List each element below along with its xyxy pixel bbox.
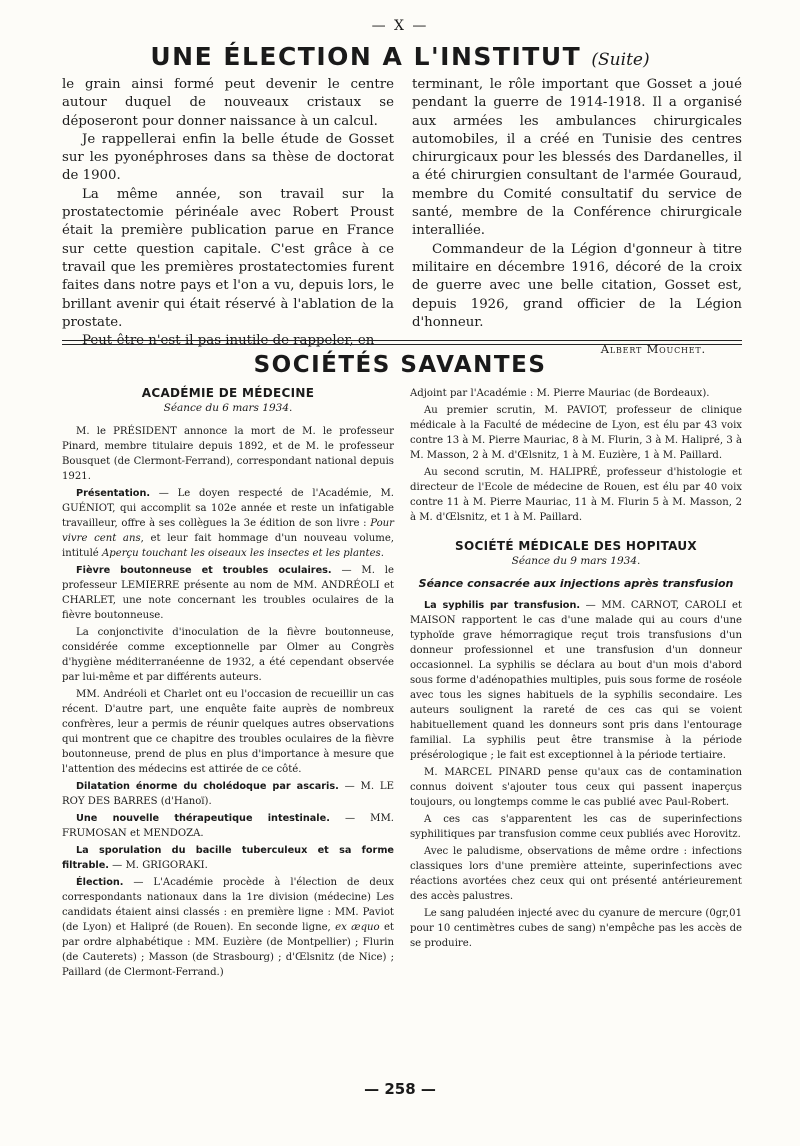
andreoli-paragraph: MM. Andréoli et Charlet ont eu l'occasion de recueillir un cas récent. D'autre part, une enquête faite auprès de nombreux confrères, leur a permis de réunir quelques autres observations qui montrent que ce chapitre des troubles oculaires de la fièvre boutonneuse, prend de plus en plus d'importance à mesure que l'attention des médecins est attirée de ce côté. [62, 689, 394, 775]
article-paragraph: le grain ainsi formé peut devenir le centre autour duquel de nouveaux cristaux se déposeront pour donner naissance à un calcul. [62, 77, 394, 129]
section-divider [62, 344, 742, 345]
election-heading: Élection. [76, 877, 124, 888]
second-scrutin-paragraph: Au second scrutin, M. HALIPRÉ, professeur d'histologie et directeur de l'Ecole de médecine de Rouen, est élu par 40 voix contre 11 à M. Pierre Mauriac, 11 à M. Flurin 5 à M. Masson, 2 à M. d'Œlsnitz, et 1 à M. Paillard. [410, 467, 742, 523]
hopitaux-seance-subject: Séance consacrée aux injections après transfusion [418, 577, 734, 590]
therapeutique-paragraph [62, 811, 394, 841]
academie-seance-date: Séance du 6 mars 1934. [163, 402, 293, 414]
ex-aequo-text: ex æquo [335, 922, 380, 933]
societes-columns [62, 386, 742, 982]
societes-right-column [410, 386, 742, 982]
article-right-column [412, 76, 742, 356]
sporulation-text: — M. GRIGORAKI. [108, 860, 208, 871]
dilatation-paragraph [62, 779, 394, 809]
societes-left-column [62, 386, 394, 982]
premier-scrutin-paragraph: Au premier scrutin, M. PAVIOT, professeur de clinique médicale à la Faculté de médecine de Lyon, est élu par 43 voix contre 13 à M. Pierre Mauriac, 8 à M. Flurin, 3 à M. Halipré, 3 à M. Masson, 2 à M. d'Œlsnitz, 1 à M. Euzière, 1 à M. Paillard. [410, 405, 742, 461]
article-paragraph: La même année, son travail sur la prostatectomie périnéale avec Robert Proust était la première publication parue en France sur cette question capitale. C'est grâce à ce travail que les premières prostatectomies furent faites dans notre pays et l'on a vu, depuis lors, le brillant avenir qui était réservé à l'ablation de la prostate. [62, 186, 394, 330]
hopitaux-title: SOCIÉTÉ MÉDICALE DES HOPITAUX [455, 539, 697, 553]
president-paragraph: M. le PRÉSIDENT annonce la mort de M. le professeur Pinard, membre titulaire depuis 1892, et de M. le professeur Bousquet (de Clermont-Ferrand), correspondant national depuis 1921. [62, 426, 394, 482]
pinard-paragraph: M. MARCEL PINARD pense qu'aux cas de contamination connus doivent s'ajouter tous ceux qui passent inaperçus toujours, ou longtemps comme le cas publié avec Paul-Robert. [410, 767, 742, 808]
syphilis-paragraph [410, 598, 742, 763]
article-paragraph: Je rappellerai enfin la belle étude de Gosset sur les pyonéphroses dans sa thèse de doctorat de 1900. [62, 131, 394, 184]
election-text: — L'Académie procède à l'élection de deux correspondants nationaux dans la 1re division (médecine) Les candidats étaient ainsi classés : en première ligne : MM. Paviot (de Lyon) et Halipré (de Rouen). En seconde ligne, [62, 877, 394, 933]
article-paragraph: Commandeur de la Légion d'gonneur à titre militaire en décembre 1916, décoré de la croix de guerre avec une belle citation, Gosset est, depuis 1926, grand officier de la Légion d'honneur. [412, 241, 742, 330]
running-title-suite: (Suite) [591, 50, 650, 70]
article-columns [62, 76, 742, 356]
fievre-heading: Fièvre boutonneuse et troubles oculaires. [76, 565, 332, 576]
running-title [0, 42, 800, 71]
article-paragraph: Peut-être n'est-il pas inutile de rappeler, en [82, 333, 375, 349]
running-title-text: UNE ÉLECTION A L'INSTITUT [150, 42, 582, 71]
fievre-text: — M. le professeur LEMIERRE présente au nom de MM. ANDRÉOLI et CHARLET, une note concernant les troubles oculaires de la fièvre boutonneuse. [62, 565, 394, 621]
adjoint-paragraph: Adjoint par l'Académie : M. Pierre Mauriac (de Bordeaux). [410, 388, 710, 399]
dilatation-heading: Dilatation énorme du cholédoque par ascaris. [76, 781, 339, 792]
sang-paludeen-paragraph: Le sang paludéen injecté avec du cyanure de mercure (0gr,01 pour 10 centimètres cubes de sang) n'empêche pas les accès de se produire. [410, 908, 742, 949]
paludisme-paragraph: Avec le paludisme, observations de même ordre : infections classiques lors d'une première atteinte, superinfections avec réactions avortées chez ceux qui ont présenté antérieurement des accès palustres. [410, 846, 742, 902]
election-paragraph [62, 875, 394, 980]
presentation-heading: Présentation. [76, 488, 151, 499]
hopitaux-seance-date: Séance du 9 mars 1934. [511, 555, 641, 567]
page-roman-numeral: — X — [371, 18, 429, 34]
spacer [410, 527, 742, 539]
author-signature: Albert Mouchet. [600, 342, 706, 357]
syphilis-heading: La syphilis par transfusion. [424, 600, 581, 611]
section-title: SOCIÉTÉS SAVANTES [253, 352, 547, 378]
election-text: et par ordre alphabétique : MM. Euzière (de Montpellier) ; Flurin (de Cauterets) ; Masson (de Strasbourg) ; d'Œlsnitz (de Nice) ; Paillard (de Clermont-Ferrand.) [62, 922, 394, 978]
article-left-column [62, 76, 394, 356]
section-divider [62, 340, 742, 341]
fievre-paragraph [62, 563, 394, 623]
presentation-text: — Le doyen respecté de l'Académie, M. GUÉNIOT, qui accomplit sa 102e année et reste un infatigable travailleur, offre à ses collègues la 3e édition de son livre : [62, 488, 394, 529]
therapeutique-heading: Une nouvelle thérapeutique intestinale. [76, 813, 330, 824]
article-paragraph: terminant, le rôle important que Gosset a joué pendant la guerre de 1914-1918. Il a organisé aux armées les ambulances chirurgicales automobiles, il a créé en Tunisie des centres chirurgicaux pour les blessés des Dardanelles, il a été chirurgien consultant de l'armée Gouraud, membre du Comité consultatif du service de santé, membre de la Conférence chirurgicale interalliée. [412, 77, 742, 239]
page-number: — 258 — [364, 1080, 436, 1098]
dilatation-text: — M. LE ROY DES BARRES (d'Hanoï). [62, 781, 394, 807]
presentation-text: , et leur fait hommage d'un nouveau volume, intitulé [62, 533, 394, 559]
therapeutique-text: — MM. FRUMOSAN et MENDOZA. [62, 813, 394, 839]
syphilis-text: — MM. CARNOT, CAROLI et MAISON rapportent le cas d'une malade qui au cours d'une typhoïde grave hémorragique reçut trois transfusions d'un donneur professionnel et une transfusion d'un donneur occasionnel. La syphilis se déclara au bout d'un mois d'abord sous forme d'adénopathies multiples, puis sous forme de roséole avec tous les signes habituels de la syphilis secondaire. Les auteurs soulignent la rareté de ces cas qui se voient habituellement quand les donneurs sont pris dans l'entourage familial. La syphilis peut être transmise à la période présérologique ; le fait est exceptionnel à la période tertiaire. [410, 600, 742, 761]
sporulation-paragraph [62, 843, 394, 873]
academie-title: ACADÉMIE DE MÉDECINE [141, 386, 315, 400]
sporulation-heading: La sporulation du bacille tuberculeux et sa forme filtrable. [62, 845, 394, 871]
superinfection-paragraph: A ces cas s'apparentent les cas de superinfections syphilitiques par transfusion comme ceux publiés avec Horovitz. [410, 814, 742, 840]
presentation-text: . [380, 548, 384, 559]
conjonctivite-paragraph: La conjonctivite d'inoculation de la fièvre boutonneuse, considérée comme exceptionnelle par Olmer au Congrès d'hygiène méditerranéenne de 1932, a été cependant observée par lui-même et par différents auteurs. [62, 627, 394, 683]
book-title: Pour vivre cent ans [62, 518, 394, 544]
book-title: Aperçu touchant les oiseaux les insectes et les plantes [101, 548, 381, 559]
presentation-paragraph [62, 486, 394, 561]
